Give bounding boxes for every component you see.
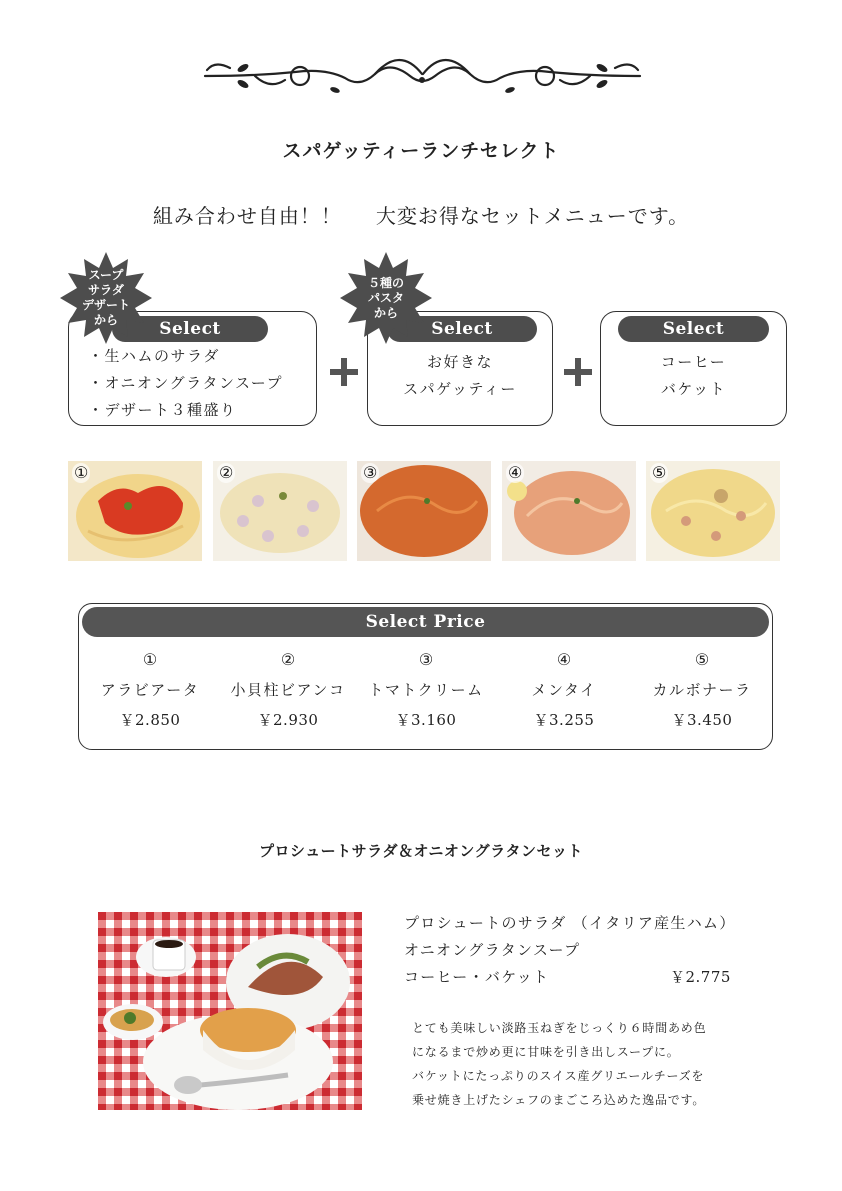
box2-item-1: お好きな	[426, 353, 493, 371]
page-subtitle	[0, 200, 842, 229]
page-title: スパゲッティーランチセレクト	[282, 140, 560, 162]
price-column	[356, 648, 496, 732]
box3-item-2: バケット	[660, 380, 727, 398]
box2-item-2: スパゲッティー	[403, 380, 517, 398]
price-column	[632, 648, 772, 732]
subtitle-part2: 大変お得なセットメニューです。	[375, 204, 690, 228]
price-column	[80, 648, 220, 732]
price-number: ①	[142, 650, 158, 669]
price-value: ￥2.930	[257, 711, 319, 729]
price-value: ￥3.450	[671, 711, 733, 729]
burst-line: デザート	[81, 298, 130, 312]
burst-line: パスタ	[367, 291, 404, 305]
select-pill-3: Select	[618, 316, 769, 342]
set-description-line: バケットにたっぷりのスイス産グリエールチーズを	[412, 1069, 705, 1083]
price-name: メンタイ	[531, 681, 597, 699]
photo-number: ③	[363, 463, 378, 482]
box1-item-3: ・デザート３種盛り	[88, 401, 237, 419]
box3-item-1: コーヒー	[660, 353, 727, 371]
price-name: トマトクリーム	[368, 681, 484, 699]
select-pill-1: Select	[112, 316, 268, 342]
price-number: ④	[556, 650, 572, 669]
burst-line: サラダ	[88, 283, 124, 297]
ornament-divider	[195, 50, 650, 100]
price-name: カルボナーラ	[652, 681, 752, 699]
box1-item-1: ・生ハムのサラダ	[88, 347, 220, 365]
pasta-photo-mentai	[502, 461, 636, 561]
set-price: ￥2.775	[670, 968, 731, 986]
photo-number: ①	[74, 463, 89, 482]
burst-text-sides	[60, 268, 152, 328]
price-number: ②	[280, 650, 296, 669]
burst-line: ５種の	[367, 276, 404, 290]
set-title: プロシュートサラダ＆オニオングラタンセット	[258, 842, 583, 860]
price-number: ⑤	[694, 650, 710, 669]
set-description-line: とても美味しい淡路玉ねぎをじっくり６時間あめ色	[412, 1021, 707, 1035]
burst-badge-pasta	[340, 252, 432, 344]
price-header: Select Price	[82, 607, 769, 637]
set-item-2: オニオングラタンスープ	[404, 941, 581, 959]
price-column	[494, 648, 634, 732]
photo-number: ②	[219, 463, 234, 482]
pasta-photo-arrabbiata	[68, 461, 202, 561]
set-item-1: プロシュートのサラダ （イタリア産生ハム）	[404, 914, 736, 932]
set-photo	[98, 912, 362, 1110]
price-value: ￥2.850	[119, 711, 181, 729]
burst-line: から	[373, 306, 398, 320]
burst-line: から	[93, 313, 118, 327]
set-description-line: 乗せ焼き上げたシェフのまごころ込めた逸品です。	[412, 1093, 706, 1107]
price-number: ③	[418, 650, 434, 669]
burst-line: スープ	[88, 268, 124, 282]
pasta-photo-carbonara	[646, 461, 780, 561]
plus-icon	[330, 358, 358, 386]
subtitle-part1: 組み合わせ自由！！	[152, 204, 342, 228]
burst-badge-sides	[60, 252, 152, 344]
select-pill-2: Select	[387, 316, 537, 342]
price-value: ￥3.255	[533, 711, 595, 729]
pasta-photo-bianco	[213, 461, 347, 561]
photo-number: ⑤	[652, 463, 667, 482]
burst-text-pasta	[340, 276, 432, 321]
price-name: 小貝柱ビアンコ	[230, 681, 346, 699]
price-column	[218, 648, 358, 732]
price-name: アラビアータ	[100, 681, 200, 699]
photo-number: ④	[508, 463, 523, 482]
set-item-3: コーヒー・バケット	[404, 968, 550, 986]
set-description-line: になるまで炒め更に甘味を引き出しスープに。	[412, 1045, 680, 1059]
pasta-photo-tomato-cream	[357, 461, 491, 561]
price-value: ￥3.160	[395, 711, 457, 729]
box1-item-2: ・オニオングラタンスープ	[88, 374, 284, 392]
plus-icon	[564, 358, 592, 386]
